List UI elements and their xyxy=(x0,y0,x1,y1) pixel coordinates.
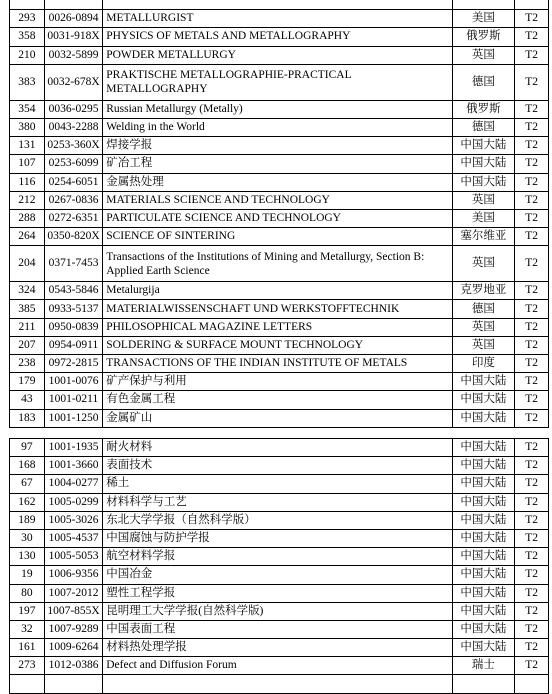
issn-cell: 1001-1935 xyxy=(44,439,102,457)
title-cell: 矿产保护与利用 xyxy=(103,373,452,391)
title-cell: PRAKTISCHE METALLOGRAPHIE-PRACTICAL METALLOGRAPHY xyxy=(103,64,452,100)
issn-cell: 0032-678X xyxy=(44,64,102,100)
title-cell: TRANSACTIONS OF THE INDIAN INSTITUTE OF METALS xyxy=(103,355,452,373)
issn-cell: 1012-0386 xyxy=(44,657,102,675)
region-cell: 中国大陆 xyxy=(452,548,515,566)
region-cell: 印度 xyxy=(452,355,515,373)
zone-cell: T2 xyxy=(515,282,549,300)
zone-cell: T2 xyxy=(515,373,549,391)
region-cell: 中国大陆 xyxy=(452,639,515,657)
rank-cell: 358 xyxy=(10,28,45,46)
rank-cell: 161 xyxy=(10,639,45,657)
rank-cell: 162 xyxy=(10,493,45,511)
region-cell: 克罗地亚 xyxy=(452,282,515,300)
region-cell: 中国大陆 xyxy=(452,373,515,391)
title-cell xyxy=(103,675,452,693)
table-row xyxy=(10,511,549,529)
issn-cell: 0950-0839 xyxy=(44,318,102,336)
region-cell: 中国大陆 xyxy=(452,602,515,620)
region-cell: 德国 xyxy=(452,64,515,100)
zone-cell: T2 xyxy=(515,475,549,493)
rank-cell: 380 xyxy=(10,118,45,136)
issn-cell xyxy=(44,0,102,10)
table-row xyxy=(10,155,549,173)
table-row xyxy=(10,228,549,246)
table-row xyxy=(10,439,549,457)
issn-cell: 0254-6051 xyxy=(44,173,102,191)
issn-cell: 1007-9289 xyxy=(44,620,102,638)
issn-cell: 1001-0211 xyxy=(44,391,102,409)
table-row xyxy=(10,191,549,209)
issn-cell: 0954-0911 xyxy=(44,336,102,354)
rank-cell: 168 xyxy=(10,457,45,475)
table-row xyxy=(10,46,549,64)
zone-cell: T2 xyxy=(515,28,549,46)
title-cell: 中国表面工程 xyxy=(103,620,452,638)
region-cell: 英国 xyxy=(452,46,515,64)
rank-cell: 67 xyxy=(10,475,45,493)
zone-cell: T2 xyxy=(515,64,549,100)
table-row xyxy=(10,28,549,46)
region-cell xyxy=(452,0,515,10)
title-cell: 耐火材料 xyxy=(103,439,452,457)
region-cell: 中国大陆 xyxy=(452,439,515,457)
zone-cell: T2 xyxy=(515,209,549,227)
table-row xyxy=(10,493,549,511)
table-row xyxy=(10,409,549,427)
table-row xyxy=(10,282,549,300)
region-cell: 美国 xyxy=(452,209,515,227)
zone-cell: T2 xyxy=(515,639,549,657)
table-row xyxy=(10,137,549,155)
table-row xyxy=(10,209,549,227)
rank-cell: 116 xyxy=(10,173,45,191)
rank-cell: 80 xyxy=(10,584,45,602)
zone-cell: T2 xyxy=(515,10,549,28)
table-row xyxy=(10,584,549,602)
rank-cell: 210 xyxy=(10,46,45,64)
table-row xyxy=(10,475,549,493)
issn-cell: 1007-2012 xyxy=(44,584,102,602)
table-row xyxy=(10,373,549,391)
region-cell: 中国大陆 xyxy=(452,457,515,475)
issn-cell: 0933-5137 xyxy=(44,300,102,318)
rank-cell: 19 xyxy=(10,566,45,584)
title-cell: Russian Metallurgy (Metally) xyxy=(103,100,452,118)
zone-cell: T2 xyxy=(515,246,549,282)
title-cell: 表面技术 xyxy=(103,457,452,475)
title-cell: 金属矿山 xyxy=(103,409,452,427)
zone-cell: T2 xyxy=(515,318,549,336)
region-cell: 中国大陆 xyxy=(452,584,515,602)
issn-cell: 1006-9356 xyxy=(44,566,102,584)
region-cell: 德国 xyxy=(452,300,515,318)
title-cell: 中国腐蚀与防护学报 xyxy=(103,529,452,547)
rank-cell: 30 xyxy=(10,529,45,547)
rank-cell: 130 xyxy=(10,548,45,566)
region-cell: 中国大陆 xyxy=(452,620,515,638)
rank-cell: 179 xyxy=(10,373,45,391)
zone-cell xyxy=(515,0,549,10)
table-row xyxy=(10,0,549,10)
rank-cell: 264 xyxy=(10,228,45,246)
zone-cell xyxy=(515,675,549,693)
title-cell: Defect and Diffusion Forum xyxy=(103,657,452,675)
zone-cell: T2 xyxy=(515,409,549,427)
rank-cell: 383 xyxy=(10,64,45,100)
rank-cell: 293 xyxy=(10,10,45,28)
region-cell: 中国大陆 xyxy=(452,155,515,173)
region-cell: 中国大陆 xyxy=(452,475,515,493)
table-row xyxy=(10,64,549,100)
table-row xyxy=(10,300,549,318)
title-cell: 中国冶金 xyxy=(103,566,452,584)
rank-cell: 131 xyxy=(10,137,45,155)
zone-cell: T2 xyxy=(515,46,549,64)
issn-cell: 1005-3026 xyxy=(44,511,102,529)
table-row xyxy=(10,566,549,584)
title-cell: 焊接学报 xyxy=(103,137,452,155)
table-row xyxy=(10,457,549,475)
region-cell: 中国大陆 xyxy=(452,391,515,409)
title-cell xyxy=(103,0,452,10)
table-row xyxy=(10,100,549,118)
title-cell: 材料热处理学报 xyxy=(103,639,452,657)
table-row xyxy=(10,639,549,657)
region-cell: 中国大陆 xyxy=(452,511,515,529)
zone-cell: T2 xyxy=(515,548,549,566)
rank-cell: 288 xyxy=(10,209,45,227)
zone-cell: T2 xyxy=(515,155,549,173)
table-row xyxy=(10,391,549,409)
table-row xyxy=(10,602,549,620)
title-cell: Welding in the World xyxy=(103,118,452,136)
table-row xyxy=(10,675,549,693)
region-cell: 中国大陆 xyxy=(452,137,515,155)
region-cell: 俄罗斯 xyxy=(452,28,515,46)
title-cell: SOLDERING & SURFACE MOUNT TECHNOLOGY xyxy=(103,336,452,354)
issn-cell: 1001-1250 xyxy=(44,409,102,427)
title-cell: 昆明理工大学学报(自然科学版) xyxy=(103,602,452,620)
title-cell: METALLURGIST xyxy=(103,10,452,28)
rank-cell: 197 xyxy=(10,602,45,620)
issn-cell: 0043-2288 xyxy=(44,118,102,136)
issn-cell: 0543-5846 xyxy=(44,282,102,300)
region-cell: 英国 xyxy=(452,246,515,282)
journal-table-top xyxy=(9,0,549,428)
region-cell: 英国 xyxy=(452,191,515,209)
zone-cell: T2 xyxy=(515,355,549,373)
issn-cell: 0253-6099 xyxy=(44,155,102,173)
zone-cell: T2 xyxy=(515,511,549,529)
issn-cell: 1005-5053 xyxy=(44,548,102,566)
issn-cell: 1005-0299 xyxy=(44,493,102,511)
zone-cell: T2 xyxy=(515,300,549,318)
title-cell: 东北大学学报（自然科学版） xyxy=(103,511,452,529)
region-cell: 中国大陆 xyxy=(452,529,515,547)
region-cell: 中国大陆 xyxy=(452,409,515,427)
title-cell: 矿冶工程 xyxy=(103,155,452,173)
rank-cell: 189 xyxy=(10,511,45,529)
table-row xyxy=(10,336,549,354)
issn-cell: 0026-0894 xyxy=(44,10,102,28)
region-cell xyxy=(452,675,515,693)
title-cell: PHILOSOPHICAL MAGAZINE LETTERS xyxy=(103,318,452,336)
table-row xyxy=(10,118,549,136)
rank-cell: 204 xyxy=(10,246,45,282)
zone-cell: T2 xyxy=(515,566,549,584)
table-row xyxy=(10,10,549,28)
issn-cell: 0267-0836 xyxy=(44,191,102,209)
region-cell: 英国 xyxy=(452,336,515,354)
zone-cell: T2 xyxy=(515,529,549,547)
table-row xyxy=(10,620,549,638)
region-cell: 美国 xyxy=(452,10,515,28)
zone-cell: T2 xyxy=(515,228,549,246)
title-cell: PHYSICS OF METALS AND METALLOGRAPHY xyxy=(103,28,452,46)
region-cell: 俄罗斯 xyxy=(452,100,515,118)
title-cell: 航空材料学报 xyxy=(103,548,452,566)
zone-cell: T2 xyxy=(515,602,549,620)
rank-cell: 207 xyxy=(10,336,45,354)
zone-cell: T2 xyxy=(515,584,549,602)
rank-cell: 211 xyxy=(10,318,45,336)
issn-cell: 1001-3660 xyxy=(44,457,102,475)
table-row xyxy=(10,173,549,191)
rank-cell: 238 xyxy=(10,355,45,373)
region-cell: 塞尔维亚 xyxy=(452,228,515,246)
zone-cell: T2 xyxy=(515,100,549,118)
title-cell: PARTICULATE SCIENCE AND TECHNOLOGY xyxy=(103,209,452,227)
table-row xyxy=(10,246,549,282)
rank-cell: 212 xyxy=(10,191,45,209)
zone-cell: T2 xyxy=(515,620,549,638)
rank-cell: 354 xyxy=(10,100,45,118)
zone-cell: T2 xyxy=(515,118,549,136)
title-cell: MATERIALWISSENSCHAFT UND WERKSTOFFTECHNIK xyxy=(103,300,452,318)
zone-cell: T2 xyxy=(515,493,549,511)
zone-cell: T2 xyxy=(515,457,549,475)
title-cell: MATERIALS SCIENCE AND TECHNOLOGY xyxy=(103,191,452,209)
rank-cell: 97 xyxy=(10,439,45,457)
issn-cell: 0350-820X xyxy=(44,228,102,246)
table-row xyxy=(10,318,549,336)
issn-cell: 0371-7453 xyxy=(44,246,102,282)
table-row xyxy=(10,657,549,675)
region-cell: 中国大陆 xyxy=(452,493,515,511)
rank-cell: 107 xyxy=(10,155,45,173)
rank-cell xyxy=(10,675,45,693)
rank-cell: 32 xyxy=(10,620,45,638)
title-cell: 稀土 xyxy=(103,475,452,493)
issn-cell: 0032-5899 xyxy=(44,46,102,64)
issn-cell: 1009-6264 xyxy=(44,639,102,657)
region-cell: 英国 xyxy=(452,318,515,336)
issn-cell: 0272-6351 xyxy=(44,209,102,227)
zone-cell: T2 xyxy=(515,191,549,209)
zone-cell: T2 xyxy=(515,391,549,409)
zone-cell: T2 xyxy=(515,137,549,155)
table-row xyxy=(10,529,549,547)
region-cell: 中国大陆 xyxy=(452,566,515,584)
issn-cell: 1004-0277 xyxy=(44,475,102,493)
rank-cell: 324 xyxy=(10,282,45,300)
title-cell: SCIENCE OF SINTERING xyxy=(103,228,452,246)
rank-cell: 273 xyxy=(10,657,45,675)
journal-table-bottom xyxy=(9,438,549,694)
title-cell: 有色金属工程 xyxy=(103,391,452,409)
table-row xyxy=(10,548,549,566)
rank-cell: 385 xyxy=(10,300,45,318)
rank-cell: 183 xyxy=(10,409,45,427)
rank-cell: 43 xyxy=(10,391,45,409)
issn-cell: 0036-0295 xyxy=(44,100,102,118)
title-cell: POWDER METALLURGY xyxy=(103,46,452,64)
issn-cell xyxy=(44,675,102,693)
zone-cell: T2 xyxy=(515,439,549,457)
issn-cell: 0972-2815 xyxy=(44,355,102,373)
region-cell: 中国大陆 xyxy=(452,173,515,191)
region-cell: 德国 xyxy=(452,118,515,136)
title-cell: 金属热处理 xyxy=(103,173,452,191)
title-cell: Transactions of the Institutions of Mining and Metallurgy, Section B: Applied Earth Science xyxy=(103,246,452,282)
issn-cell: 0031-918X xyxy=(44,28,102,46)
zone-cell: T2 xyxy=(515,336,549,354)
rank-cell xyxy=(10,0,45,10)
issn-cell: 1007-855X xyxy=(44,602,102,620)
issn-cell: 0253-360X xyxy=(44,137,102,155)
title-cell: 材料科学与工艺 xyxy=(103,493,452,511)
title-cell: Metalurgija xyxy=(103,282,452,300)
title-cell: 塑性工程学报 xyxy=(103,584,452,602)
zone-cell: T2 xyxy=(515,657,549,675)
issn-cell: 1005-4537 xyxy=(44,529,102,547)
region-cell: 瑞士 xyxy=(452,657,515,675)
zone-cell: T2 xyxy=(515,173,549,191)
issn-cell: 1001-0076 xyxy=(44,373,102,391)
table-row xyxy=(10,355,549,373)
